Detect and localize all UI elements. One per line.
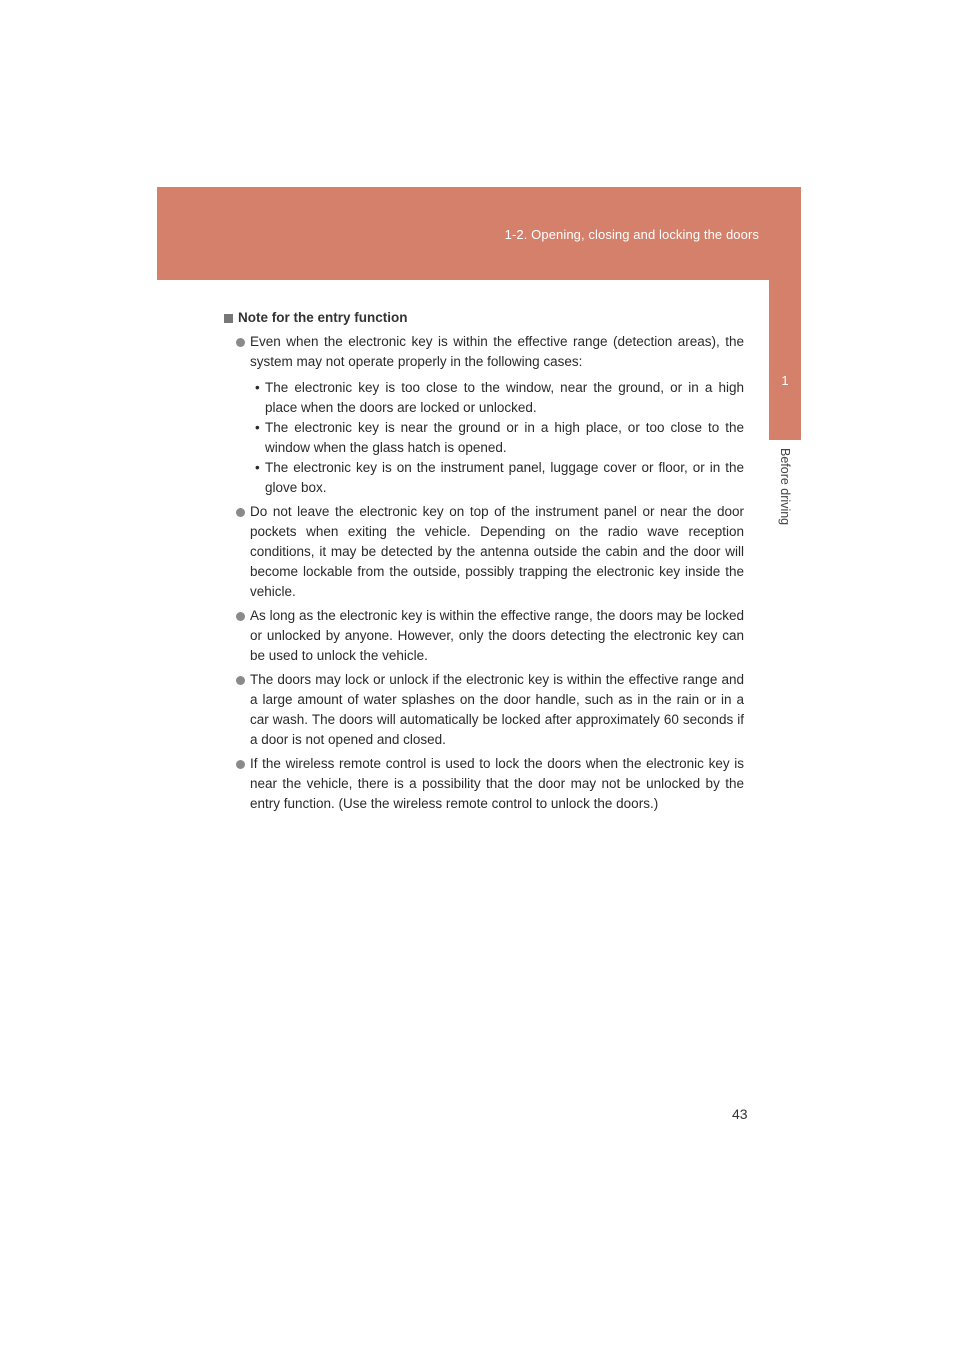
list-item-text: If the wireless remote control is used to lock the doors when the electronic key is near the vehicle, there is a possibility that the door may not be unlocked by the entry function. (Use the wireless remote control to unlock the doors.) (250, 756, 744, 811)
circle-bullet-icon (236, 676, 245, 685)
list-item-text: Do not leave the electronic key on top of the instrument panel or near the door pockets when exiting the vehicle. Depending on the radio wave reception conditions, it may be detected by the antenna outside the cabin and the door will become lockable from the outside, possibly trapping the electronic key inside the vehicle. (250, 504, 744, 599)
note-heading (224, 308, 744, 328)
chapter-label-text: Before driving (778, 448, 792, 526)
sub-list-item (224, 378, 744, 418)
circle-bullet-icon (236, 508, 245, 517)
list-item (224, 754, 744, 814)
square-bullet-icon (224, 314, 233, 323)
sub-bullet-marker: • (255, 460, 260, 475)
circle-bullet-icon (236, 760, 245, 769)
sub-list-item (224, 418, 744, 458)
page-number: 43 (732, 1106, 748, 1122)
list-item (224, 670, 744, 750)
header-band (157, 187, 801, 280)
list-item-text: As long as the electronic key is within the effective range, the doors may be locked or unlocked by anyone. However, only the doors detecting the electronic key can be used to unlock the vehicle. (250, 608, 744, 663)
sub-list-item-text: The electronic key is near the ground or in a high place, or too close to the window when the glass hatch is opened. (265, 420, 744, 455)
circle-bullet-icon (236, 612, 245, 621)
sub-list-item-text: The electronic key is too close to the window, near the ground, or in a high place when the doors are locked or unlocked. (265, 380, 744, 415)
sub-list (224, 378, 744, 498)
list-item (224, 606, 744, 666)
sub-list-item-text: The electronic key is on the instrument panel, luggage cover or floor, or in the glove box. (265, 460, 744, 495)
section-title: 1-2. Opening, closing and locking the doors (504, 227, 759, 242)
note-heading-text: Note for the entry function (238, 310, 408, 325)
main-content (224, 308, 744, 818)
chapter-tab (769, 280, 801, 440)
chapter-label (769, 448, 801, 568)
list-item (224, 332, 744, 372)
list-item-text: The doors may lock or unlock if the electronic key is within the effective range and a large amount of water splashes on the door handle, such as in the rain or in a car wash. The doors will automatically be locked after approximately 60 seconds if a door is not opened and closed. (250, 672, 744, 747)
circle-bullet-icon (236, 338, 245, 347)
sub-bullet-marker: • (255, 380, 260, 395)
sub-list-item (224, 458, 744, 498)
sub-bullet-marker: • (255, 420, 260, 435)
chapter-number: 1 (781, 373, 789, 388)
list-item-text: Even when the electronic key is within the effective range (detection areas), the system may not operate properly in the following cases: (250, 334, 744, 369)
list-item (224, 502, 744, 602)
